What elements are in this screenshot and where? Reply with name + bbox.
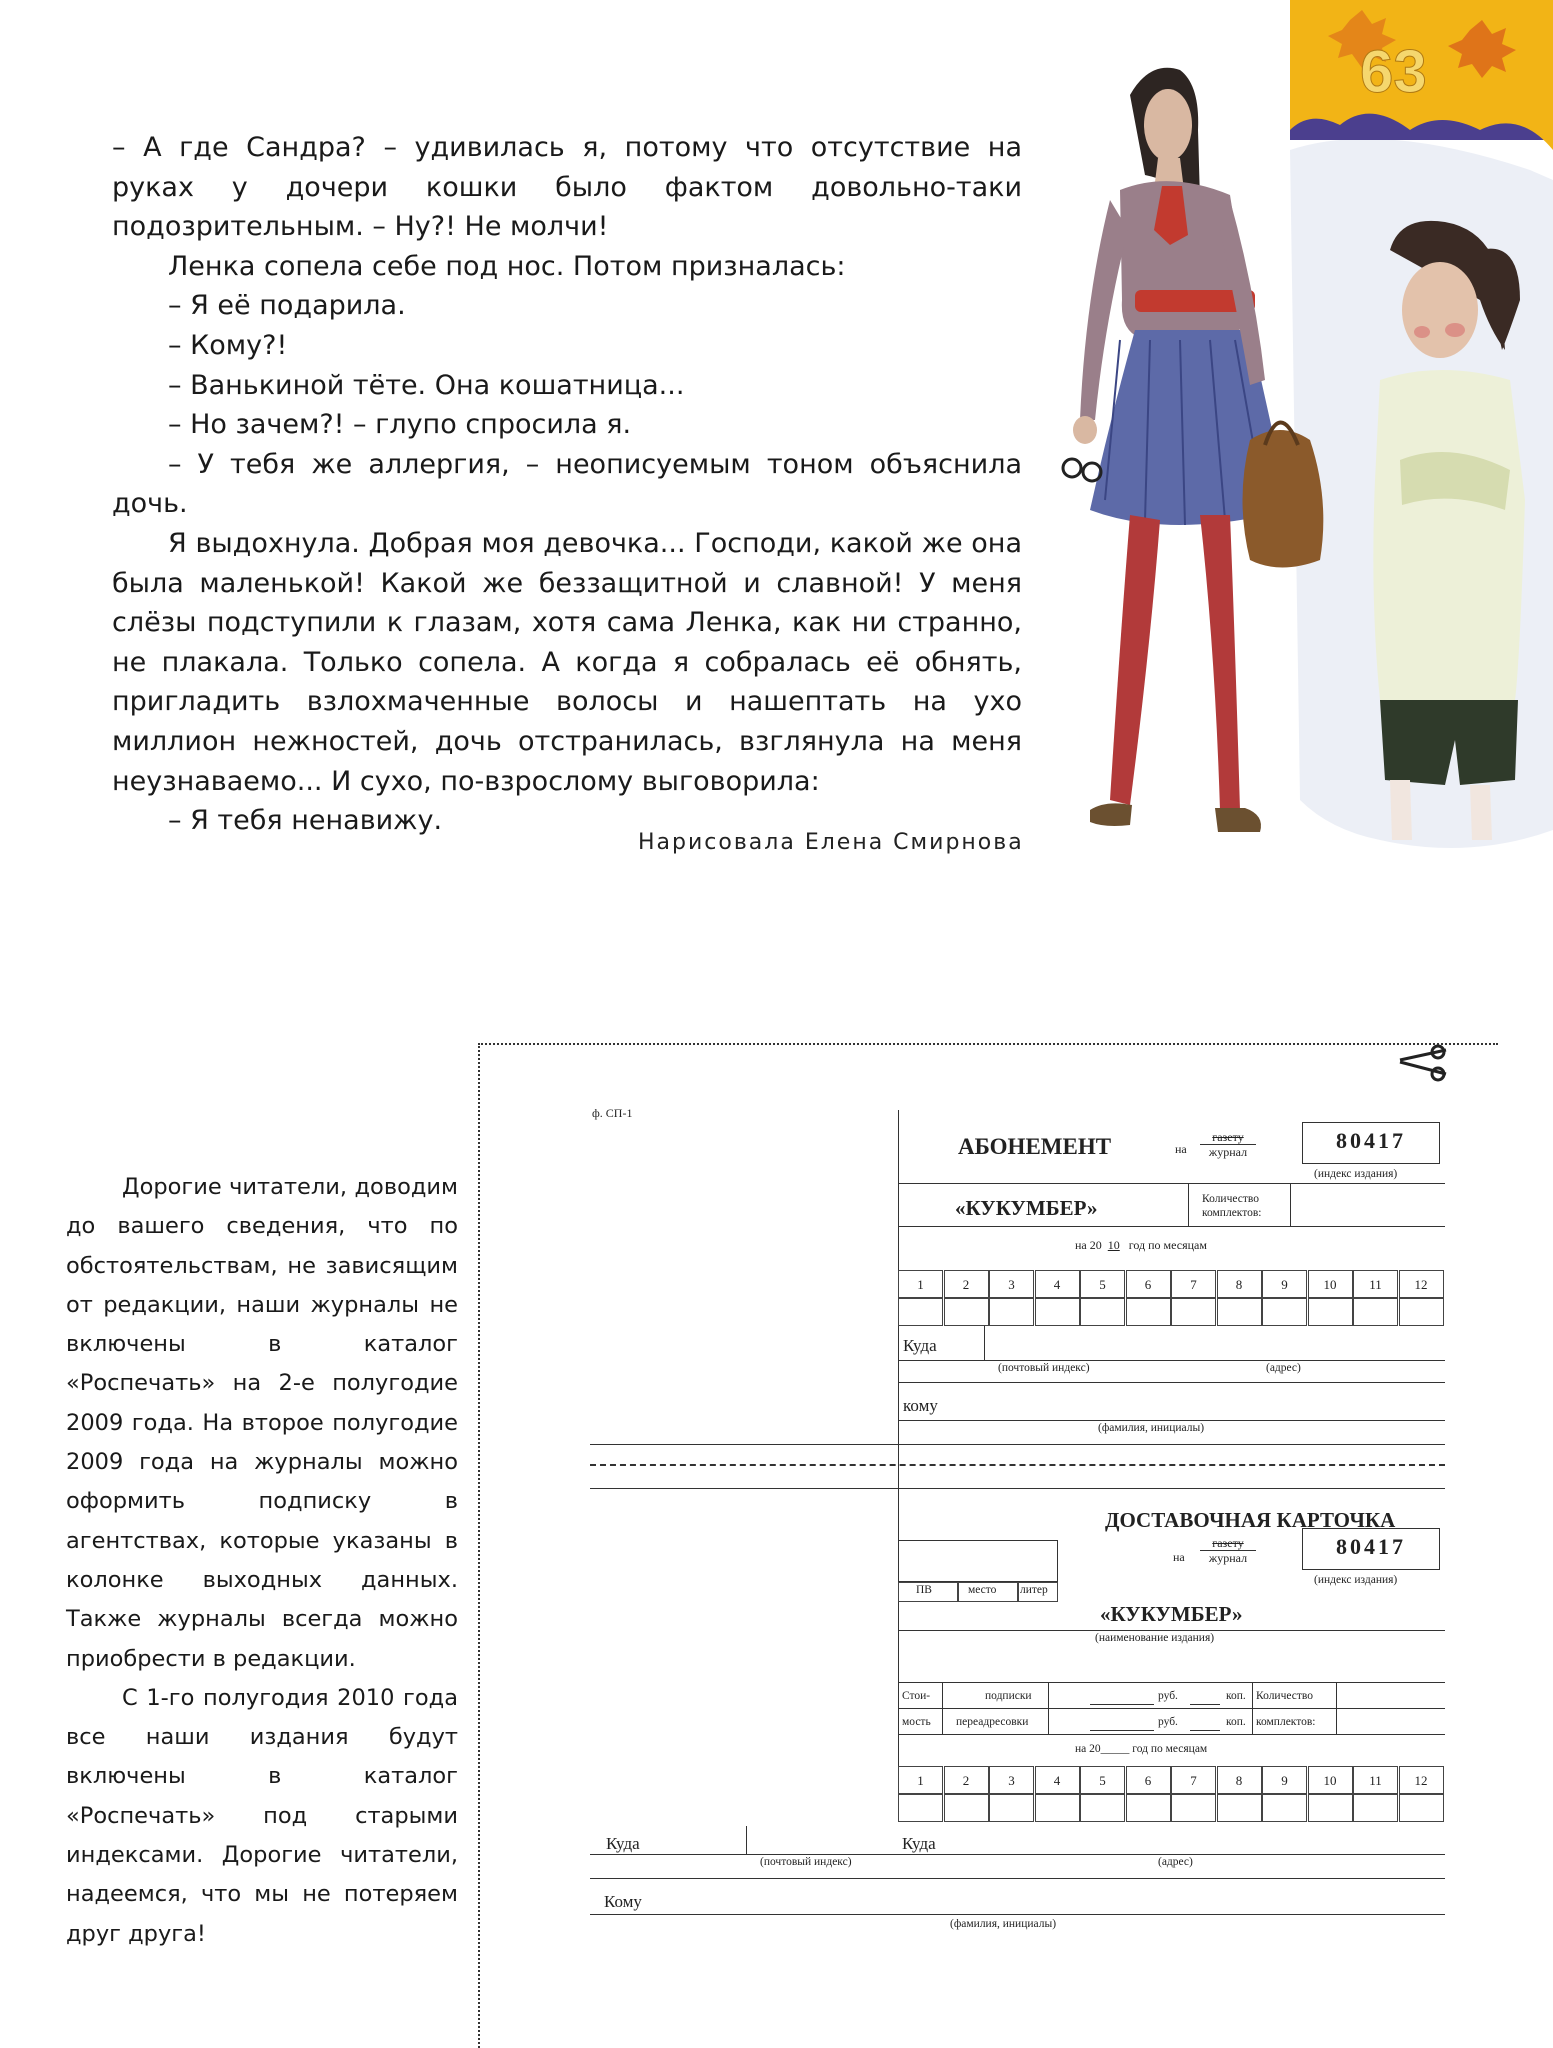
- name-caption: (фамилия, инициалы): [1098, 1422, 1205, 1434]
- stoi-label: Стои-: [902, 1690, 931, 1702]
- month-cell-11: 11: [1353, 1270, 1398, 1298]
- month-cell-4: 4: [1035, 1270, 1080, 1298]
- month-checkbox-9[interactable]: [1262, 1794, 1307, 1822]
- zhurnal-label: журнал: [1208, 1145, 1248, 1159]
- address-caption: (адрес): [1266, 1362, 1301, 1374]
- month-checkbox-7[interactable]: [1171, 1298, 1216, 1326]
- month-cell-12: 12: [1399, 1766, 1444, 1794]
- abonement-na: на: [1175, 1142, 1187, 1156]
- kolichestvo-label: Количество: [1256, 1690, 1313, 1702]
- delivery-postal-index-input[interactable]: [748, 1828, 894, 1852]
- mother-figure: [1063, 68, 1323, 832]
- delivery-komu-label: Кому: [604, 1892, 642, 1911]
- month-cell-7: 7: [1171, 1766, 1216, 1794]
- form-rule: [898, 1360, 1445, 1361]
- story-paragraph: – Ванькиной тёте. Она кошатница...: [168, 369, 685, 401]
- cut-line-left: [478, 1043, 480, 2048]
- story-paragraph: – Кому?!: [168, 329, 288, 361]
- story-paragraph: – Но зачем?! – глупо спросила я.: [168, 409, 632, 441]
- story-paragraph: – Я тебя ненавижу.: [168, 805, 443, 837]
- abonement-year-line: [1075, 1238, 1207, 1253]
- gazetu-label: газету: [1200, 1130, 1256, 1145]
- notice-paragraph: С 1-го полугодия 2010 года все наши издания будут включены в каталог «Роспечать» под старыми индексами. Дорогие читатели, надеемся, что мы не потеряем друг друга!: [66, 1684, 458, 1947]
- month-cell-3: 3: [989, 1766, 1034, 1794]
- index-caption: (индекс издания): [1314, 1574, 1398, 1586]
- podpiski-sum-input[interactable]: [1090, 1690, 1154, 1705]
- story-paragraph: – А где Сандра? – удивилась я, потому что отсутствие на руках у дочери кошки было фактом довольно-таки подозрительным. – Ну?! Не молчи!: [112, 132, 1022, 243]
- form-rule: [898, 1708, 1445, 1709]
- delivery-name-input[interactable]: [660, 1888, 1440, 1912]
- month-cell-10: 10: [1308, 1766, 1353, 1794]
- month-cell-2: 2: [944, 1270, 989, 1298]
- story-text: [112, 128, 1022, 841]
- month-checkbox-1[interactable]: [898, 1794, 943, 1822]
- rub-label: руб.: [1158, 1690, 1178, 1702]
- month-cell-6: 6: [1126, 1270, 1171, 1298]
- month-checkbox-4[interactable]: [1035, 1794, 1080, 1822]
- story-paragraph: Ленка сопела себе под нос. Потом призналась:: [168, 250, 846, 282]
- form-rule: [984, 1326, 985, 1360]
- month-checkbox-11[interactable]: [1353, 1298, 1398, 1326]
- year-suffix: год по месяцам: [1128, 1238, 1207, 1252]
- most-label: мость: [902, 1716, 931, 1728]
- liter-label: литер: [1020, 1584, 1048, 1596]
- abonement-address-input[interactable]: [1120, 1328, 1440, 1358]
- delivery-na: на: [1173, 1550, 1185, 1564]
- scissors-icon: [1398, 1040, 1448, 1090]
- month-checkbox-5[interactable]: [1080, 1794, 1125, 1822]
- kop-label: коп.: [1226, 1690, 1246, 1702]
- form-code: ф. СП-1: [592, 1106, 633, 1120]
- form-rule: [898, 1382, 1445, 1383]
- kit-count-label: Количество комплектов:: [1202, 1193, 1262, 1219]
- month-cell-4: 4: [1035, 1766, 1080, 1794]
- form-rule: [898, 1420, 1445, 1421]
- month-checkbox-3[interactable]: [989, 1298, 1034, 1326]
- delivery-kuda-right-label: Куда: [902, 1834, 936, 1853]
- abonement-postal-index-input[interactable]: [986, 1328, 1116, 1358]
- month-checkbox-6[interactable]: [1126, 1298, 1171, 1326]
- month-cell-6: 6: [1126, 1766, 1171, 1794]
- kop-label: коп.: [1226, 1716, 1246, 1728]
- delivery-stamp-box[interactable]: [898, 1540, 1058, 1582]
- month-checkbox-10[interactable]: [1308, 1794, 1353, 1822]
- month-cell-12: 12: [1399, 1270, 1444, 1298]
- watercolor-illustration: [1050, 0, 1553, 880]
- abonement-title: АБОНЕМЕНТ: [958, 1134, 1112, 1159]
- month-cell-2: 2: [944, 1766, 989, 1794]
- form-rule: [898, 1183, 1445, 1184]
- abonement-name-input[interactable]: [950, 1392, 1440, 1416]
- postal-index-caption: (почтовый индекс): [998, 1362, 1090, 1374]
- abonement-publication: «КУКУМБЕР»: [955, 1196, 1098, 1220]
- story-paragraph: – У тебя же аллергия, – неописуемым тоном объяснила дочь.: [112, 448, 1022, 520]
- delivery-publication: «КУКУМБЕР»: [1100, 1602, 1243, 1626]
- month-checkbox-12[interactable]: [1399, 1298, 1444, 1326]
- month-checkbox-7[interactable]: [1171, 1794, 1216, 1822]
- form-rule: [590, 1488, 1445, 1489]
- publication-caption: (наименование издания): [1095, 1632, 1215, 1644]
- kit-count-input[interactable]: [1292, 1186, 1442, 1224]
- zhurnal-label: журнал: [1208, 1551, 1248, 1565]
- year-prefix: на 20: [1075, 1238, 1102, 1252]
- month-cell-1: 1: [898, 1270, 943, 1298]
- pv-label: ПВ: [916, 1584, 932, 1596]
- postal-index-caption: (почтовый индекс): [760, 1856, 852, 1868]
- form-rule: [590, 1878, 1445, 1879]
- month-checkbox-8[interactable]: [1217, 1298, 1262, 1326]
- page-number-stamp: [1290, 0, 1553, 150]
- cut-line-top: [478, 1043, 1498, 1045]
- month-checkbox-2[interactable]: [944, 1794, 989, 1822]
- form-rule: [590, 1914, 1445, 1915]
- month-cell-1: 1: [898, 1766, 943, 1794]
- pereadresovki-label: переадресовки: [956, 1716, 1029, 1728]
- month-checkbox-1[interactable]: [898, 1298, 943, 1326]
- form-rule: [1188, 1184, 1189, 1226]
- form-rule: [898, 1630, 1445, 1631]
- form-rule: [898, 1682, 1445, 1683]
- story-paragraph: – Я её подарила.: [168, 290, 406, 322]
- month-checkbox-10[interactable]: [1308, 1298, 1353, 1326]
- form-rule: [898, 1226, 1445, 1227]
- abonement-index-box[interactable]: 80417: [1302, 1122, 1440, 1164]
- year-value[interactable]: 10: [1107, 1238, 1120, 1252]
- abonement-komu-label: кому: [903, 1396, 938, 1415]
- illustration-credit: Нарисовала Елена Смирнова: [638, 830, 1024, 855]
- month-cell-9: 9: [1262, 1766, 1307, 1794]
- mesto-label: место: [968, 1584, 997, 1596]
- delivery-address-input[interactable]: [950, 1828, 1440, 1852]
- gazetu-label: газету: [1200, 1536, 1256, 1551]
- subscription-form: [590, 1100, 1445, 1950]
- notice-paragraph: Дорогие читатели, доводим до вашего сведения, что по обстоятельствам, не зависящим от редакции, наши журналы не включены в каталог «Роспечать» на 2-е полугодие 2009 года. На второе полугодие 2009 года на журналы можно оформить подписку в агентствах, которые указаны в колонке выходных данных. Также журналы всегда можно приобрести в редакции.: [66, 1174, 458, 1672]
- podpiski-label: подписки: [985, 1690, 1032, 1702]
- delivery-index-box[interactable]: 80417: [1302, 1528, 1440, 1570]
- name-caption: (фамилия, инициалы): [950, 1918, 1057, 1930]
- month-cell-8: 8: [1217, 1270, 1262, 1298]
- month-checkbox-3[interactable]: [989, 1794, 1034, 1822]
- month-checkbox-2[interactable]: [944, 1298, 989, 1326]
- delivery-year-line: на 20_____ год по месяцам: [1075, 1743, 1208, 1755]
- month-cell-8: 8: [1217, 1766, 1262, 1794]
- month-cell-5: 5: [1080, 1270, 1125, 1298]
- month-cell-10: 10: [1308, 1270, 1353, 1298]
- month-checkbox-6[interactable]: [1126, 1794, 1171, 1822]
- tear-line: [590, 1464, 1445, 1466]
- podpiski-kop-input[interactable]: [1190, 1690, 1220, 1705]
- reader-notice: [66, 1168, 458, 1954]
- month-checkbox-4[interactable]: [1035, 1298, 1080, 1326]
- month-cell-11: 11: [1353, 1766, 1398, 1794]
- month-checkbox-8[interactable]: [1217, 1794, 1262, 1822]
- form-rule: [590, 1854, 1445, 1855]
- komplektov-label: комплектов:: [1256, 1716, 1316, 1728]
- form-rule: [746, 1826, 747, 1854]
- month-cell-5: 5: [1080, 1766, 1125, 1794]
- story-paragraph: Я выдохнула. Добрая моя девочка... Господи, какой же она была маленькой! Какой же беззащитной и славной! У меня слёзы подступили к глазам, хотя сама Ленка, как ни странно, не плакала. Только сопела. А когда я собралась её обнять, пригладить взлохмаченные волосы и нашептать на ухо миллион нежностей, дочь отстранилась, взглянула на меня неузнаваемо... И сухо, по-взрослому выговорила:: [112, 527, 1022, 797]
- month-checkbox-5[interactable]: [1080, 1298, 1125, 1326]
- index-caption: (индекс издания): [1314, 1168, 1398, 1180]
- page-number: 63: [1360, 38, 1427, 105]
- address-caption: (адрес): [1158, 1856, 1193, 1868]
- month-checkbox-9[interactable]: [1262, 1298, 1307, 1326]
- month-cell-9: 9: [1262, 1270, 1307, 1298]
- month-checkbox-11[interactable]: [1353, 1794, 1398, 1822]
- month-checkbox-12[interactable]: [1399, 1794, 1444, 1822]
- rub-label: руб.: [1158, 1716, 1178, 1728]
- delivery-title: ДОСТАВОЧНАЯ КАРТОЧКА: [1105, 1508, 1396, 1532]
- delivery-kuda-left-label: Куда: [606, 1834, 640, 1853]
- month-cell-3: 3: [989, 1270, 1034, 1298]
- form-rule: [898, 1734, 1445, 1735]
- form-rule: [590, 1444, 1445, 1445]
- delivery-publication-type: [1200, 1536, 1256, 1565]
- pereadr-kop-input[interactable]: [1190, 1716, 1220, 1731]
- form-rule: [1290, 1184, 1291, 1226]
- month-cell-7: 7: [1171, 1270, 1216, 1298]
- abonement-publication-type: [1200, 1130, 1256, 1159]
- pereadr-sum-input[interactable]: [1090, 1716, 1154, 1731]
- abonement-kuda-label: Куда: [903, 1336, 937, 1355]
